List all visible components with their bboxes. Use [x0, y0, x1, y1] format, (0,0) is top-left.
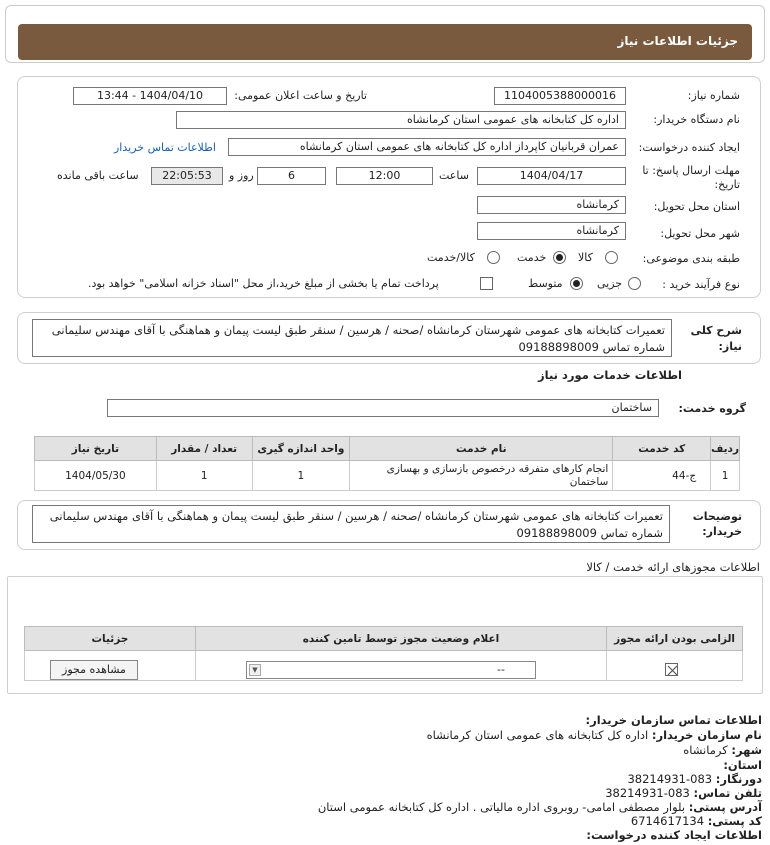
process-label: نوع فرآیند خرید :	[662, 278, 740, 291]
contact-postal: کد پستی: 6714617134	[630, 814, 762, 828]
cell-service-name: انجام کارهای متفرقه درخصوص بازسازی و بهسازی ساختمان	[350, 461, 613, 491]
category-label: طبقه بندی موضوعی:	[642, 252, 740, 265]
city-label: شهر محل تحویل:	[660, 227, 740, 240]
announce-label: تاریخ و ساعت اعلان عمومی:	[234, 89, 367, 102]
col-permit-required: الزامی بودن ارائه مجوز	[607, 627, 743, 651]
contact-fax: دورنگار: 083-38214931	[627, 772, 762, 786]
summary-label: شرح کلی	[690, 324, 742, 337]
summary-text: تعمیرات کتابخانه های عمومی شهرستان کرمانشاه /صحنه / هرسین / سنقر طبق لیست پیمان و هماهنگی با آقای مهندس سلیمانی شماره تماس 09188898009	[32, 319, 672, 357]
cell-unit: 1	[252, 461, 350, 491]
col-unit: واحد اندازه گیری	[252, 437, 350, 461]
cell-service-code: ج-44	[613, 461, 711, 491]
col-service-name: نام خدمت	[350, 437, 613, 461]
col-quantity: تعداد / مقدار	[156, 437, 252, 461]
cell-need-date: 1404/05/30	[35, 461, 157, 491]
page-title: جزئیات اطلاعات نیاز	[18, 24, 752, 60]
announce-field: 1404/04/10 - 13:44	[73, 87, 227, 105]
buyer-notes-text: تعمیرات کتابخانه های عمومی شهرستان کرمانشاه /صحنه / هرسین / سنقر طبق لیست پیمان و هماهنگی با آقای مهندس سلیمانی شماره تماس 09188898009	[32, 505, 670, 543]
deadline-date-field: 1404/04/17	[477, 167, 626, 185]
treasury-payment-checkbox[interactable]	[480, 277, 493, 290]
summary-label-2: نیاز:	[718, 340, 742, 353]
services-table	[34, 436, 740, 491]
permits-title: اطلاعات مجوزهای ارائه خدمت / کالا	[586, 560, 760, 574]
col-service-code: کد خدمت	[613, 437, 711, 461]
chevron-down-icon: ▼	[249, 664, 261, 676]
service-group-label: گروه خدمت:	[678, 402, 746, 415]
col-need-date: تاریخ نیاز	[35, 437, 157, 461]
remaining-label: ساعت باقی مانده	[57, 169, 139, 182]
creator-info-title: اطلاعات ایجاد کننده درخواست:	[586, 828, 762, 842]
need-number-field: 1104005388000016	[494, 87, 626, 105]
service-group-field: ساختمان	[107, 399, 659, 417]
province-label: استان محل تحویل:	[653, 200, 740, 213]
permit-required-checkbox[interactable]	[665, 663, 678, 676]
services-title: اطلاعات خدمات مورد نیاز	[538, 368, 682, 382]
permits-header-row	[25, 627, 743, 651]
category-option-goods: کالا	[578, 251, 593, 264]
table-row	[35, 461, 740, 491]
treasury-payment-note: پرداخت تمام یا بخشی از مبلغ خرید،از محل "اسناد خزانه اسلامی" خواهد بود.	[88, 277, 439, 290]
creator-label: ایجاد کننده درخواست:	[638, 141, 740, 154]
col-row-number: ردیف	[711, 437, 740, 461]
col-permit-status: اعلام وضعیت مجوز توسط تامین کننده	[195, 627, 606, 651]
contact-province: استان:	[723, 758, 762, 772]
contact-title: اطلاعات تماس سازمان خریدار:	[585, 713, 762, 727]
contact-org: نام سازمان خریدار: اداره کل کتابخانه های عمومی استان کرمانشاه	[426, 728, 762, 742]
days-field: 6	[257, 167, 326, 185]
creator-field: عمران قربانیان کاپرداز اداره کل کتابخانه های عمومی استان کرمانشاه	[228, 138, 626, 156]
category-radio-service[interactable]	[553, 251, 566, 264]
process-radio-medium[interactable]	[570, 277, 583, 290]
deadline-date-label: تاریخ:	[714, 178, 740, 191]
buyer-org-label: نام دستگاه خریدار:	[653, 113, 740, 126]
process-radio-minor[interactable]	[628, 277, 641, 290]
contact-city: شهر: کرمانشاه	[683, 743, 762, 757]
remaining-time-field: 22:05:53	[151, 167, 223, 185]
need-number-label: شماره نیاز:	[687, 89, 740, 102]
category-radio-goods[interactable]	[605, 251, 618, 264]
province-field: کرمانشاه	[477, 196, 626, 214]
cell-row-number: 1	[711, 461, 740, 491]
view-permit-button[interactable]: مشاهده مجوز	[50, 660, 138, 680]
buyer-contact-link[interactable]: اطلاعات تماس خریدار	[114, 141, 216, 154]
category-option-goods-service: کالا/خدمت	[427, 251, 475, 264]
days-label: روز و	[229, 169, 254, 182]
city-field: کرمانشاه	[477, 222, 626, 240]
services-header-row	[35, 437, 740, 461]
cell-quantity: 1	[156, 461, 252, 491]
buyer-org-field: اداره کل کتابخانه های عمومی استان کرمانشاه	[176, 111, 626, 129]
x-mark-icon	[666, 664, 679, 677]
contact-phone: تلفن تماس: 083-38214931	[605, 786, 762, 800]
buyer-notes-label: توضیحات	[692, 510, 742, 523]
deadline-time-field: 12:00	[336, 167, 433, 185]
category-option-service: خدمت	[517, 251, 547, 264]
process-option-minor: جزیی	[597, 277, 623, 290]
buyer-notes-label-2: خریدار:	[702, 525, 742, 538]
deadline-time-label: ساعت	[439, 169, 469, 182]
contact-address: آدرس پستی: بلوار مصطفی امامی- روبروی اداره مالیاتی . اداره کل کتابخانه عمومی استان	[317, 800, 762, 814]
category-radio-goods-service[interactable]	[487, 251, 500, 264]
deadline-label: مهلت ارسال پاسخ: تا	[642, 164, 740, 177]
permit-status-value: --	[497, 663, 505, 676]
header-frame	[5, 5, 765, 63]
process-option-medium: متوسط	[528, 277, 563, 290]
col-permit-details: جزئیات	[25, 627, 196, 651]
permit-status-select[interactable]	[246, 661, 536, 679]
